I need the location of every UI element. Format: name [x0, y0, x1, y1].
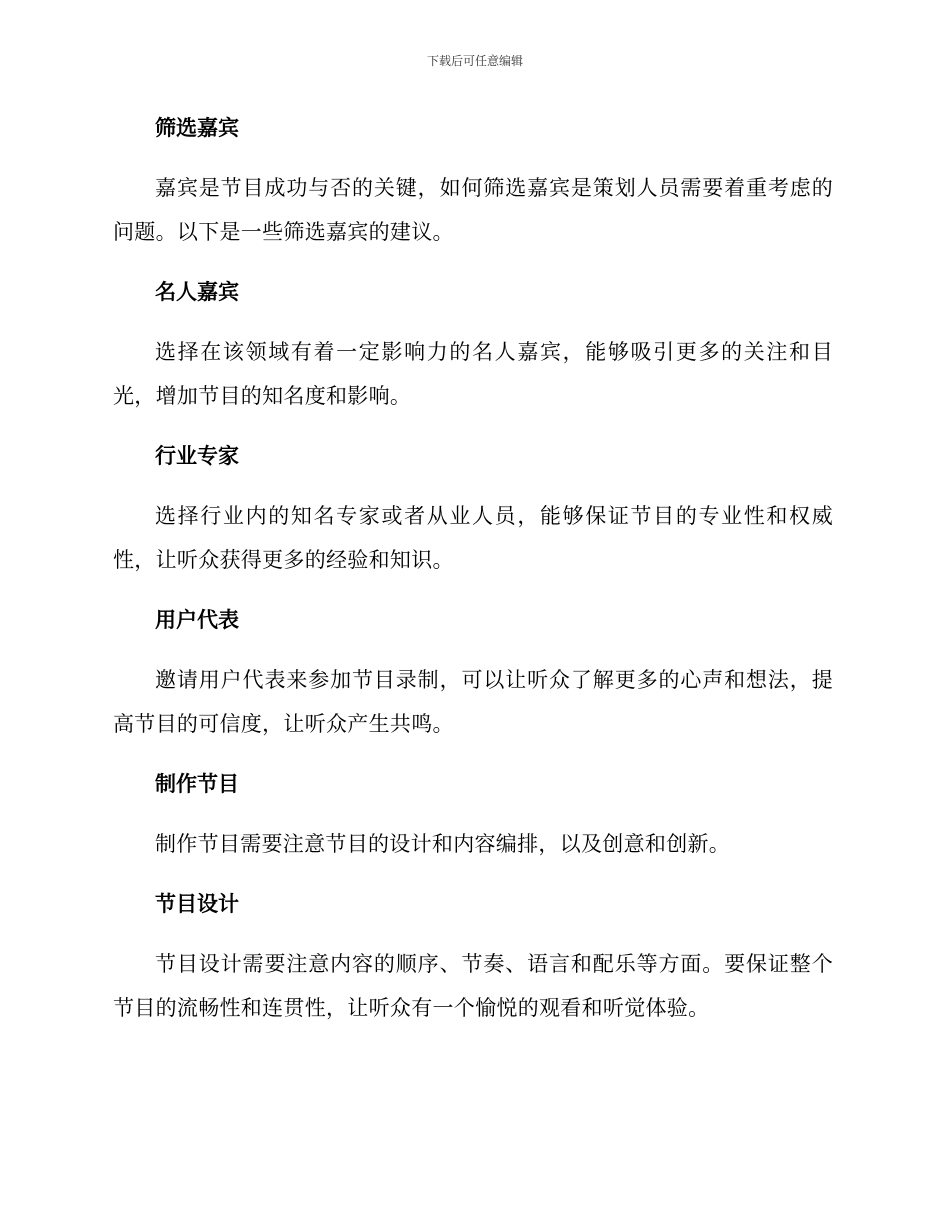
section-heading: 筛选嘉宾: [155, 116, 239, 140]
section-industry-experts: [113, 438, 833, 602]
section-heading: 行业专家: [155, 444, 239, 468]
section-heading: 制作节目: [155, 772, 239, 796]
section-paragraph: 选择在该领域有着一定影响力的名人嘉宾，能够吸引更多的关注和目光，增加节目的知名度和影响。: [113, 340, 833, 408]
header-note: 下载后可任意编辑: [426, 54, 523, 68]
section-program-production: [113, 766, 833, 886]
section-paragraph: 嘉宾是节目成功与否的关键，如何筛选嘉宾是策划人员需要着重考虑的问题。以下是一些筛选嘉宾的建议。: [113, 176, 833, 244]
section-celebrity-guests: [113, 274, 833, 438]
section-screen-guests: [113, 110, 833, 274]
section-heading: 用户代表: [155, 608, 239, 632]
section-user-representatives: [113, 602, 833, 766]
section-heading: 名人嘉宾: [155, 280, 239, 304]
section-heading: 节目设计: [155, 892, 239, 916]
section-paragraph: 邀请用户代表来参加节目录制，可以让听众了解更多的心声和想法，提高节目的可信度，让听众产生共鸣。: [113, 668, 833, 736]
section-paragraph: 制作节目需要注意节目的设计和内容编排，以及创意和创新。: [155, 832, 731, 856]
document-body: [113, 110, 833, 1030]
section-program-design: [113, 886, 833, 1030]
section-paragraph: 节目设计需要注意内容的顺序、节奏、语言和配乐等方面。要保证整个节目的流畅性和连贯性，让听众有一个愉悦的观看和听觉体验。: [113, 952, 833, 1020]
section-paragraph: 选择行业内的知名专家或者从业人员，能够保证节目的专业性和权威性，让听众获得更多的经验和知识。: [113, 504, 833, 572]
